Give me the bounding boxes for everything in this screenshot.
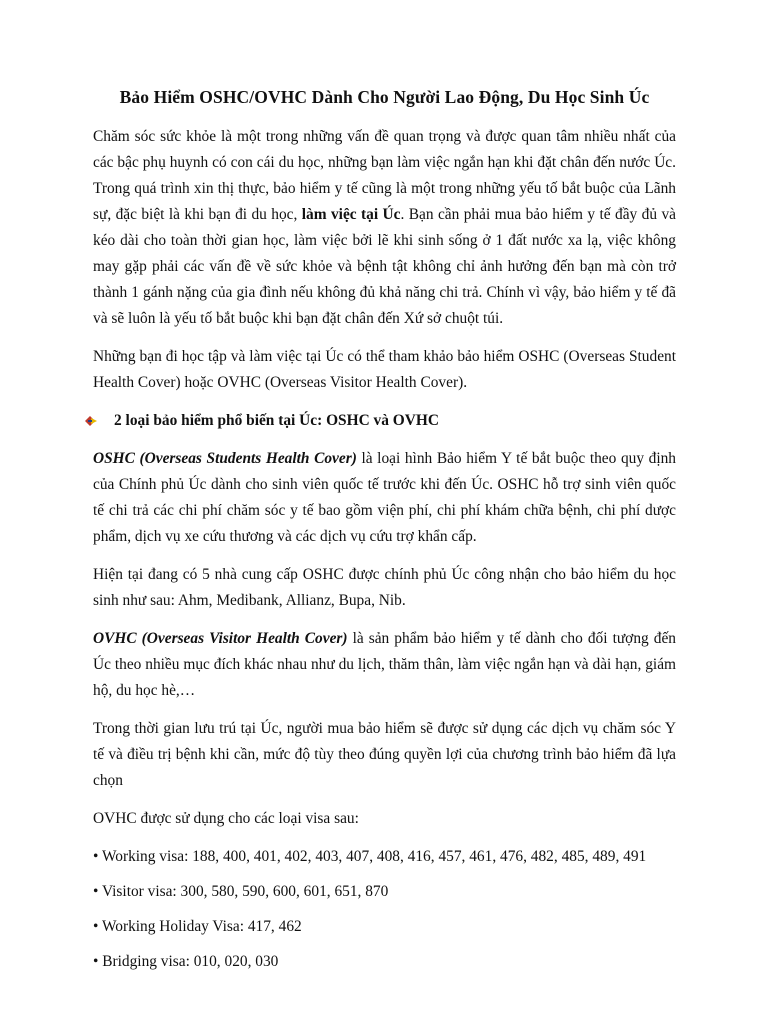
- visa-list-item: • Working visa: 188, 400, 401, 402, 403, 407, 408, 416, 457, 461, 476, 482, 485, 489, 491: [93, 848, 647, 865]
- diamond-arrow-bullet-icon: [85, 415, 99, 427]
- section-heading: [93, 408, 676, 434]
- oshc-term: OSHC (Overseas Students Health Cover): [93, 450, 357, 467]
- section-heading-text: 2 loại bảo hiểm phổ biến tại Úc: OSHC và OVHC: [114, 412, 439, 429]
- ovhc-term: OVHC (Overseas Visitor Health Cover): [93, 630, 348, 647]
- providers-paragraph: Hiện tại đang có 5 nhà cung cấp OSHC được chính phủ Úc công nhận cho bảo hiểm du học sinh như sau: Ahm, Medibank, Allianz, Bupa, Nib.: [93, 566, 676, 609]
- oshc-text: là loại hình Bảo hiểm Y tế bắt buộc theo quy định của Chính phủ Úc dành cho sinh viên quốc tế trước khi đến Úc. OSHC hỗ trợ sinh viên quốc tế chi trả các chi phí chăm sóc y tế bao gồm viện phí, chi phí khám chữa bệnh, chi phí dược phẩm, dịch vụ xe cứu thương và các dịch vụ cứu trợ khẩn cấp.: [93, 450, 677, 545]
- oshc-paragraph: [93, 446, 676, 550]
- ovhc-text: là sản phẩm bảo hiểm y tế dành cho đối tượng đến Úc theo nhiều mục đích khác nhau như du lịch, thăm thân, làm việc ngắn hạn và dài hạn, giám hộ, du học hè,…: [93, 630, 676, 699]
- intro-bold-text: làm việc tại Úc: [301, 206, 401, 223]
- visa-list-item: • Visitor visa: 300, 580, 590, 600, 601, 651, 870: [93, 883, 389, 900]
- intro-text-part2: . Bạn cần phải mua bảo hiểm y tế đầy đủ và kéo dài cho toàn thời gian học, làm việc bởi lẽ khi sinh sống ở 1 đất nước xa lạ, việc không may gặp phải các vấn đề về sức khỏe và bệnh tật không chỉ ảnh hưởng đến bạn mà còn trở thành 1 gánh nặng của gia đình nếu không đủ khả năng chi trả. Chính vì vậy, bảo hiểm y tế đã và sẽ luôn là yếu tố bắt buộc khi bạn đặt chân đến Xứ sở chuột túi.: [93, 206, 676, 327]
- intro-text-part1: Chăm sóc sức khỏe là một trong những vấn đề quan trọng và được quan tâm nhiều nhất của các bậc phụ huynh có con cái du học, những bạn làm việc ngắn hạn khi đặt chân đến nước Úc. Trong quá trình xin thị thực, bảo hiểm y tế cũng là một trong những yếu tố bắt buộc của Lãnh sự, đặc biệt là khi bạn đi du học,: [93, 128, 676, 223]
- visa-intro: OVHC được sử dụng cho các loại visa sau:: [93, 810, 359, 827]
- cover-options-paragraph: Những bạn đi học tập và làm việc tại Úc có thể tham khảo bảo hiểm OSHC (Overseas Student Health Cover) hoặc OVHC (Overseas Visitor Health Cover).: [93, 348, 676, 391]
- document-title: Bảo Hiểm OSHC/OVHC Dành Cho Người Lao Động, Du Học Sinh Úc: [119, 87, 650, 107]
- visa-list-item: • Working Holiday Visa: 417, 462: [93, 918, 302, 935]
- intro-paragraph: [93, 124, 676, 332]
- stay-paragraph: Trong thời gian lưu trú tại Úc, người mua bảo hiểm sẽ được sử dụng các dịch vụ chăm sóc Y tế và điều trị bệnh khi cần, mức độ tùy theo đúng quyền lợi của chương trình bảo hiểm đã lựa chọn: [93, 720, 676, 789]
- visa-list-item: • Bridging visa: 010, 020, 030: [93, 953, 279, 970]
- ovhc-paragraph: [93, 626, 676, 704]
